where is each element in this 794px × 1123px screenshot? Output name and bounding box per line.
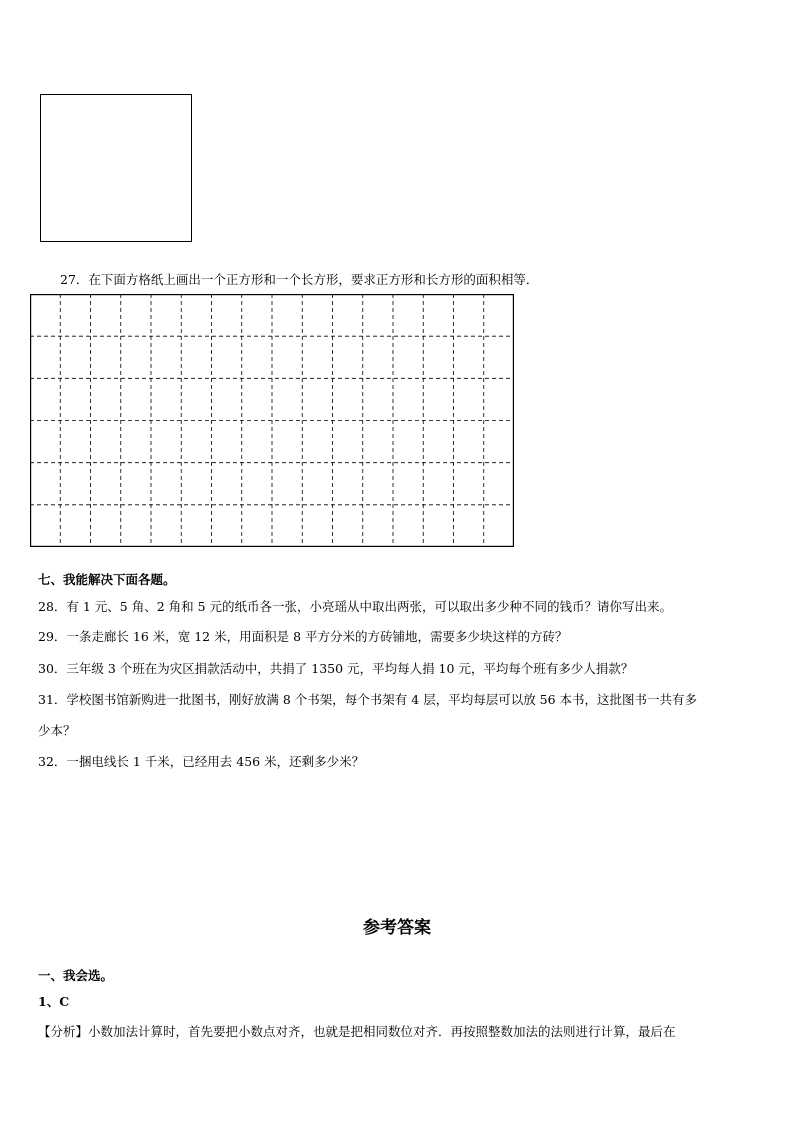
square-box: [40, 94, 192, 242]
answer-item-1: 1、C: [38, 994, 70, 1009]
graph-paper-grid: [30, 294, 514, 547]
question-32: 32．一捆电线长 1 千米，已经用去 456 米，还剩多少米？: [38, 754, 365, 769]
section-7-heading: 七、我能解决下面各题。: [38, 572, 176, 587]
question-27: 27．在下面方格纸上画出一个正方形和一个长方形，要求正方形和长方形的面积相等．: [60, 272, 539, 287]
answers-title: 参考答案: [363, 918, 431, 938]
question-31: 31．学校图书馆新购进一批图书，刚好放满 8 个书架，每个书架有 4 层，平均每层可以放 56 本书，这批图书一共有多: [38, 692, 698, 707]
question-30: 30．三年级 3 个班在为灾区捐款活动中，共捐了 1350 元，平均每人捐 10 元，平均每个班有多少人捐款？: [38, 661, 634, 676]
answers-section-1: 一、我会选。: [38, 968, 114, 983]
question-28: 28．有 1 元、5 角、2 角和 5 元的纸币各一张，小亮瑶从中取出两张，可以取出多少种不同的钱币？请你写出来。: [38, 599, 673, 614]
question-29: 29．一条走廊长 16 米，宽 12 米，用面积是 8 平方分米的方砖铺地，需要多少块这样的方砖？: [38, 629, 568, 644]
question-31-continued: 少本？: [38, 723, 76, 738]
answer-analysis: 【分析】小数加法计算时，首先要把小数点对齐，也就是把相同数位对齐．再按照整数加法的法则进行计算，最后在: [38, 1024, 676, 1039]
